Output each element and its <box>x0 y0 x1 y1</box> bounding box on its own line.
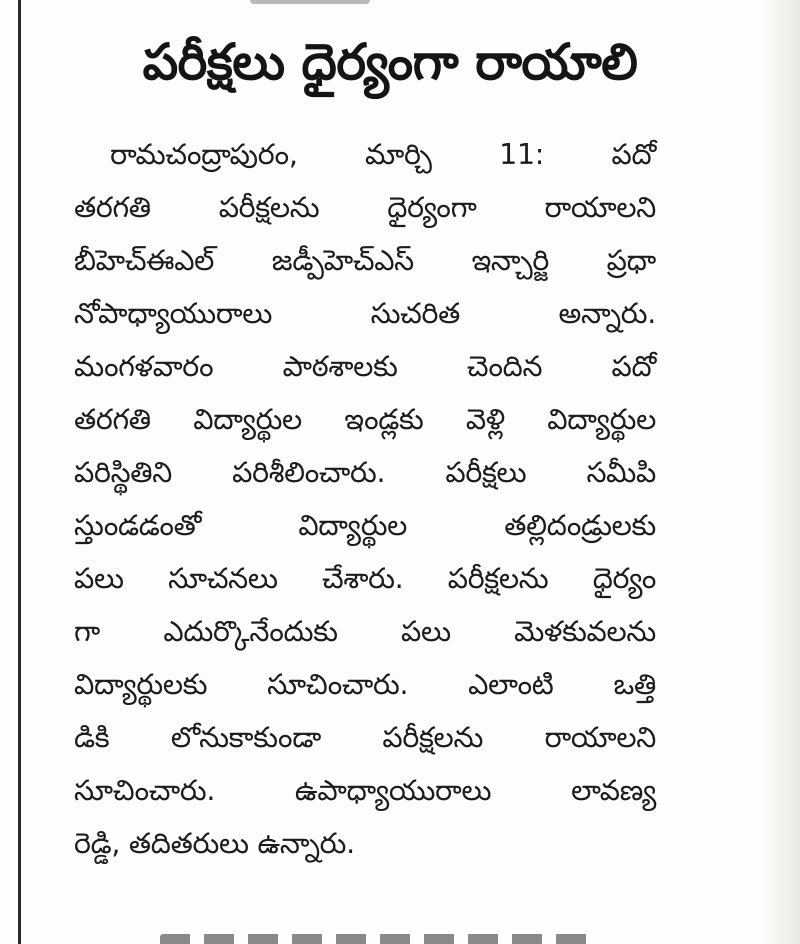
article-line: గా ఎదుర్కొనేందుకు పలు మెళకువలను <box>74 615 656 648</box>
page-edge-shadow <box>760 0 800 944</box>
article-line: బీహెచ్ఈఎల్ జడ్పీహెచ్ఎస్ ఇన్చార్జి ప్రధా <box>74 244 656 277</box>
article-line: విద్యార్థులకు సూచించారు. ఎలాంటి ఒత్తి <box>74 668 656 701</box>
article-line: పలు సూచనలు చేశారు. పరీక్షలను ధైర్యం <box>74 562 656 595</box>
article-line: పరిస్థితిని పరిశీలించారు. పరీక్షలు సమీపి <box>74 456 656 489</box>
article-line: రెడ్డి, తదితరులు ఉన్నారు. <box>74 827 355 860</box>
article-body <box>74 128 656 870</box>
article-line: మంగళవారం పాఠశాలకు చెందిన పదో <box>74 350 656 383</box>
cropped-text-fragment-top <box>250 0 370 4</box>
headline: పరీక్షలు ధైర్యంగా రాయాలి <box>142 33 638 91</box>
cropped-text-fragment-bottom <box>160 934 590 944</box>
article-line: సూచించారు. ఉపాధ్యాయురాలు లావణ్య <box>74 774 656 807</box>
article-line: రామచంద్రాపురం, మార్చి 11: పదో <box>110 138 656 171</box>
article-line: డికి లోనుకాకుండా పరీక్షలను రాయాలని <box>74 721 656 754</box>
article-line: నోపాధ్యాయురాలు సుచరిత అన్నారు. <box>74 297 656 330</box>
column-rule <box>18 0 21 944</box>
article-line: తరగతి విద్యార్థుల ఇండ్లకు వెళ్లి విద్యార్థుల <box>74 403 656 436</box>
article-line: తరగతి పరీక్షలను ధైర్యంగా రాయాలని <box>74 191 656 224</box>
article-line: స్తుండడంతో విద్యార్థుల తల్లిదండ్రులకు <box>74 509 656 542</box>
